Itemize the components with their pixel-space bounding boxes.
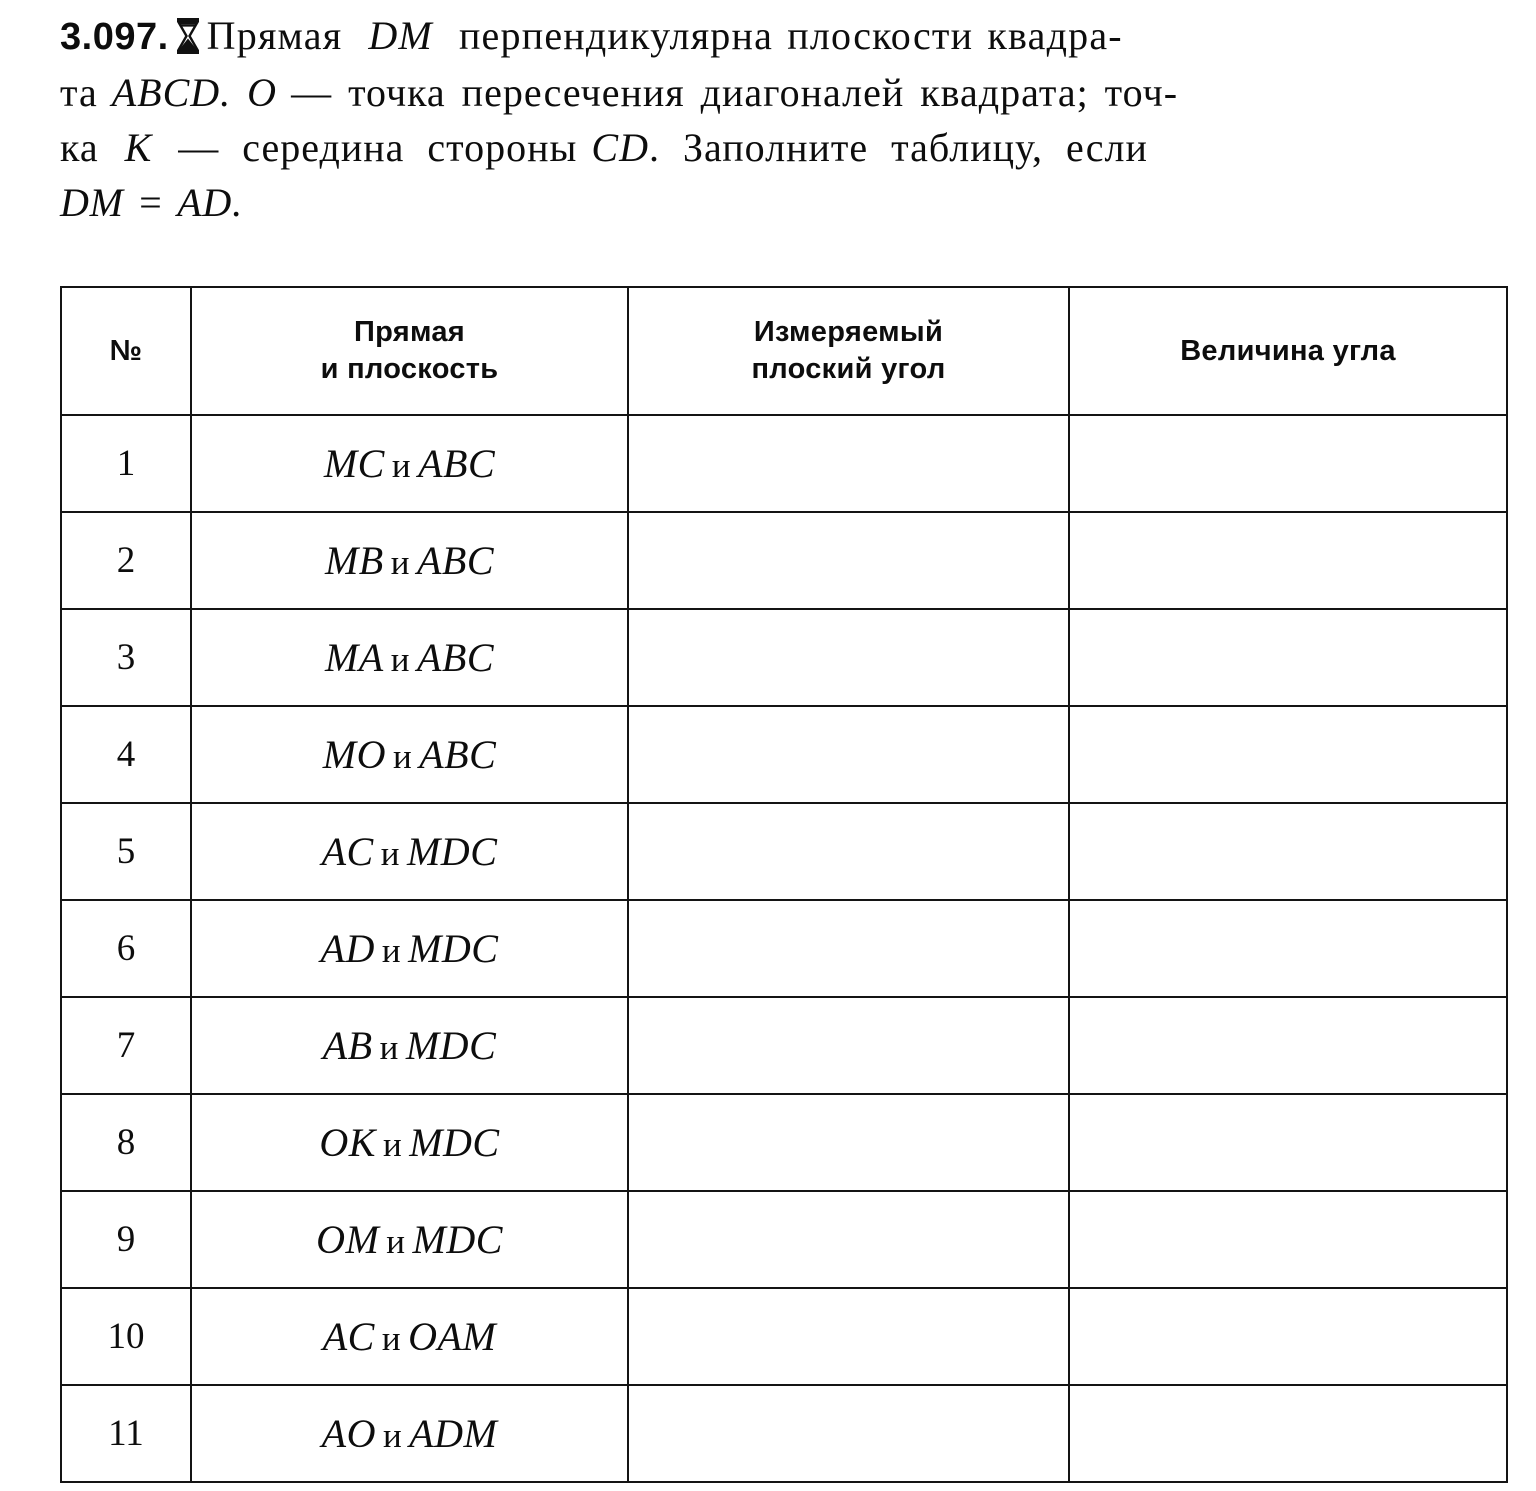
plane-label: ABC [418, 441, 496, 486]
header-line-and-plane-line2: и плоскость [320, 353, 499, 385]
plane-label: ADM [409, 1411, 498, 1456]
plane-label: MDC [409, 1120, 500, 1165]
table-row [61, 803, 1507, 900]
line-and-plane-cell [191, 997, 628, 1094]
angle-table [60, 286, 1508, 1483]
measured-angle-cell[interactable] [628, 1385, 1069, 1482]
angle-value-cell[interactable] [1069, 609, 1507, 706]
plane-label: OAM [408, 1314, 497, 1359]
plane-label: ABC [416, 538, 495, 583]
problem-statement [60, 8, 1510, 230]
angle-value-cell[interactable] [1069, 1094, 1507, 1191]
line-and-plane-cell [191, 900, 628, 997]
plane-label: MDC [406, 829, 498, 874]
table-row [61, 609, 1507, 706]
plane-label: ABC [416, 635, 495, 680]
table-row [61, 1094, 1507, 1191]
problem-line-1 [60, 8, 1510, 65]
header-number: № [61, 287, 191, 415]
line-and-plane-cell [191, 1288, 628, 1385]
line-label: OM [316, 1217, 380, 1262]
conjunction-label: и [381, 931, 402, 970]
plane-label: MDC [408, 926, 499, 971]
row-number: 5 [61, 803, 191, 900]
problem-line-2-text: та ABCD. O — точка пересечения диагоналей квадрата; точ- [60, 70, 1179, 115]
table-row [61, 706, 1507, 803]
angle-value-cell[interactable] [1069, 900, 1507, 997]
measured-angle-cell[interactable] [628, 706, 1069, 803]
row-number: 11 [61, 1385, 191, 1482]
row-number: 2 [61, 512, 191, 609]
measured-angle-cell[interactable] [628, 1191, 1069, 1288]
line-label: OK [319, 1120, 376, 1165]
plane-label: ABC [419, 732, 497, 777]
problem-line-4-text: DM = AD. [60, 180, 243, 225]
angle-value-cell[interactable] [1069, 415, 1507, 512]
row-number: 8 [61, 1094, 191, 1191]
header-line-and-plane [191, 287, 628, 415]
problem-line-2 [60, 65, 1510, 120]
plane-label: MDC [405, 1023, 497, 1068]
problem-number: 3.097. [60, 16, 169, 58]
row-number: 6 [61, 900, 191, 997]
conjunction-label: и [382, 1416, 403, 1455]
hourglass-icon [175, 17, 201, 55]
measured-angle-cell[interactable] [628, 997, 1069, 1094]
conjunction-label: и [379, 1028, 399, 1067]
conjunction-label: и [382, 1125, 403, 1164]
measured-angle-cell[interactable] [628, 415, 1069, 512]
angle-value-cell[interactable] [1069, 706, 1507, 803]
problem-line-3 [60, 120, 1510, 175]
line-label: MA [324, 635, 384, 680]
table-row [61, 512, 1507, 609]
header-measured-angle-line2: плоский угол [751, 353, 946, 385]
line-and-plane-cell [191, 415, 628, 512]
angle-value-cell[interactable] [1069, 1385, 1507, 1482]
row-number: 4 [61, 706, 191, 803]
line-label: AO [321, 1411, 376, 1456]
line-and-plane-cell [191, 803, 628, 900]
row-number: 3 [61, 609, 191, 706]
header-measured-angle [628, 287, 1069, 415]
table-row [61, 1191, 1507, 1288]
angle-value-cell[interactable] [1069, 997, 1507, 1094]
line-and-plane-cell [191, 512, 628, 609]
line-label: MO [322, 732, 386, 777]
problem-line-3-text: ка K — середина стороны CD. Заполните таблицу, если [60, 125, 1148, 170]
line-label: AC [321, 829, 374, 874]
angle-value-cell[interactable] [1069, 512, 1507, 609]
measured-angle-cell[interactable] [628, 1288, 1069, 1385]
line-label: AB [322, 1023, 373, 1068]
header-measured-angle-line1: Измеряемый [753, 316, 944, 348]
conjunction-label: и [392, 737, 413, 776]
measured-angle-cell[interactable] [628, 609, 1069, 706]
table-row [61, 415, 1507, 512]
line-and-plane-cell [191, 1385, 628, 1482]
row-number: 10 [61, 1288, 191, 1385]
line-label: AC [322, 1314, 375, 1359]
conjunction-label: и [390, 640, 410, 679]
line-and-plane-cell [191, 1191, 628, 1288]
angle-value-cell[interactable] [1069, 1288, 1507, 1385]
measured-angle-cell[interactable] [628, 900, 1069, 997]
conjunction-label: и [390, 543, 410, 582]
table-row [61, 900, 1507, 997]
line-and-plane-cell [191, 1094, 628, 1191]
row-number: 7 [61, 997, 191, 1094]
line-label: MC [323, 441, 385, 486]
conjunction-label: и [380, 834, 400, 873]
table-row [61, 997, 1507, 1094]
table-row [61, 1288, 1507, 1385]
line-label: AD [320, 926, 375, 971]
problem-line-4 [60, 175, 1510, 230]
measured-angle-cell[interactable] [628, 512, 1069, 609]
conjunction-label: и [391, 446, 412, 485]
header-line-and-plane-line1: Прямая [353, 316, 466, 348]
row-number: 1 [61, 415, 191, 512]
angle-value-cell[interactable] [1069, 1191, 1507, 1288]
header-angle-value: Величина угла [1069, 287, 1507, 415]
conjunction-label: и [381, 1319, 402, 1358]
measured-angle-cell[interactable] [628, 1094, 1069, 1191]
measured-angle-cell[interactable] [628, 803, 1069, 900]
plane-label: MDC [412, 1217, 503, 1262]
table-body [61, 415, 1507, 1482]
row-number: 9 [61, 1191, 191, 1288]
line-label: MB [324, 538, 384, 583]
line-and-plane-cell [191, 609, 628, 706]
table-row [61, 1385, 1507, 1482]
line-and-plane-cell [191, 706, 628, 803]
problem-line-1-text: Прямая DM перпендикулярна плоскости квадра- [206, 13, 1123, 58]
angle-value-cell[interactable] [1069, 803, 1507, 900]
table-header-row [61, 287, 1507, 415]
conjunction-label: и [386, 1222, 406, 1261]
